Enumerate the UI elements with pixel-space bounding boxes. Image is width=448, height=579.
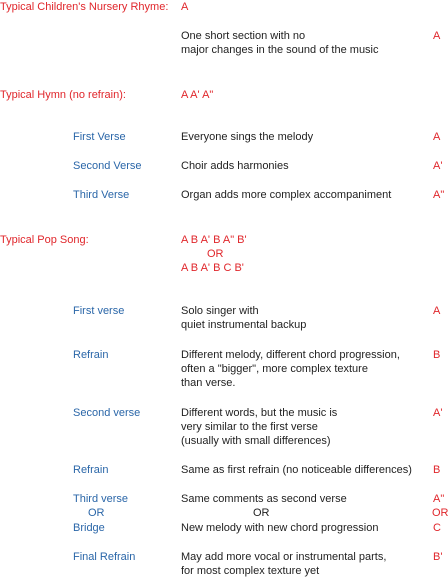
pop-second-verse-label: Second verse [73, 407, 141, 419]
pop-final-refrain-label: Final Refrain [73, 551, 136, 563]
hymn-row-desc: Everyone sings the melody [181, 131, 314, 143]
pop-refrain-2-label: Refrain [73, 464, 109, 476]
pop-first-verse-label: First verse [73, 305, 125, 317]
pop-or-desc: OR [253, 507, 270, 519]
hymn-row-label: Second Verse [73, 160, 142, 172]
pop-refrain-2-desc: Same as first refrain (no noticeable differences) [181, 464, 412, 476]
pop-refrain-1-desc-line2: often a "bigger", more complex texture [181, 363, 368, 375]
pop-third-verse-letter: A" [433, 493, 445, 505]
pop-refrain-2-letter: B [433, 464, 441, 476]
hymn-row-letter: A [433, 131, 441, 143]
pop-bridge-letter: C [433, 522, 441, 534]
pop-refrain-1-desc-line1: Different melody, different chord progression, [181, 349, 400, 361]
hymn-row-desc: Choir adds harmonies [181, 160, 289, 172]
pop-bridge-desc: New melody with new chord progression [181, 522, 379, 534]
pop-refrain-1-label: Refrain [73, 349, 109, 361]
pop-heading: Typical Pop Song: [0, 234, 89, 246]
pop-refrain-1-letter: B [433, 349, 441, 361]
pop-final-refrain-desc-line2: for most complex texture yet [181, 565, 320, 577]
pop-second-verse-letter: A' [433, 407, 443, 419]
pop-second-verse-desc-line1: Different words, but the music is [181, 407, 338, 419]
pop-bridge-label: Bridge [73, 522, 105, 534]
nursery-form: A [181, 1, 189, 13]
pop-third-verse-desc: Same comments as second verse [181, 493, 347, 505]
hymn-form: A A' A" [181, 89, 214, 101]
pop-first-verse-desc-line1: Solo singer with [181, 305, 259, 317]
nursery-letter: A [433, 30, 441, 42]
pop-form-or: OR [207, 248, 224, 260]
pop-first-verse-desc-line2: quiet instrumental backup [181, 319, 307, 331]
pop-second-verse-desc-line3: (usually with small differences) [181, 435, 331, 447]
hymn-heading: Typical Hymn (no refrain): [0, 89, 126, 101]
pop-refrain-1-desc-line3: than verse. [181, 377, 236, 389]
nursery-desc-line1: One short section with no [181, 30, 306, 42]
nursery-desc-line2: major changes in the sound of the music [181, 44, 379, 56]
pop-second-verse-desc-line2: very similar to the first verse [181, 421, 318, 433]
pop-or-letter: OR [432, 507, 448, 519]
nursery-heading: Typical Children's Nursery Rhyme: [0, 1, 169, 13]
pop-or-label: OR [88, 507, 105, 519]
hymn-row-label: First Verse [73, 131, 126, 143]
pop-final-refrain-desc-line1: May add more vocal or instrumental parts, [181, 551, 387, 563]
pop-first-verse-letter: A [433, 305, 441, 317]
pop-third-verse-label: Third verse [73, 493, 129, 505]
pop-form-option-1: A B A' B A" B' [181, 234, 247, 246]
hymn-row-desc: Organ adds more complex accompaniment [181, 189, 392, 201]
hymn-row-label: Third Verse [73, 189, 130, 201]
hymn-row-letter: A" [433, 189, 445, 201]
hymn-row-letter: A' [433, 160, 443, 172]
pop-form-option-2: A B A' B C B' [181, 262, 244, 274]
pop-final-refrain-letter: B' [433, 551, 443, 563]
